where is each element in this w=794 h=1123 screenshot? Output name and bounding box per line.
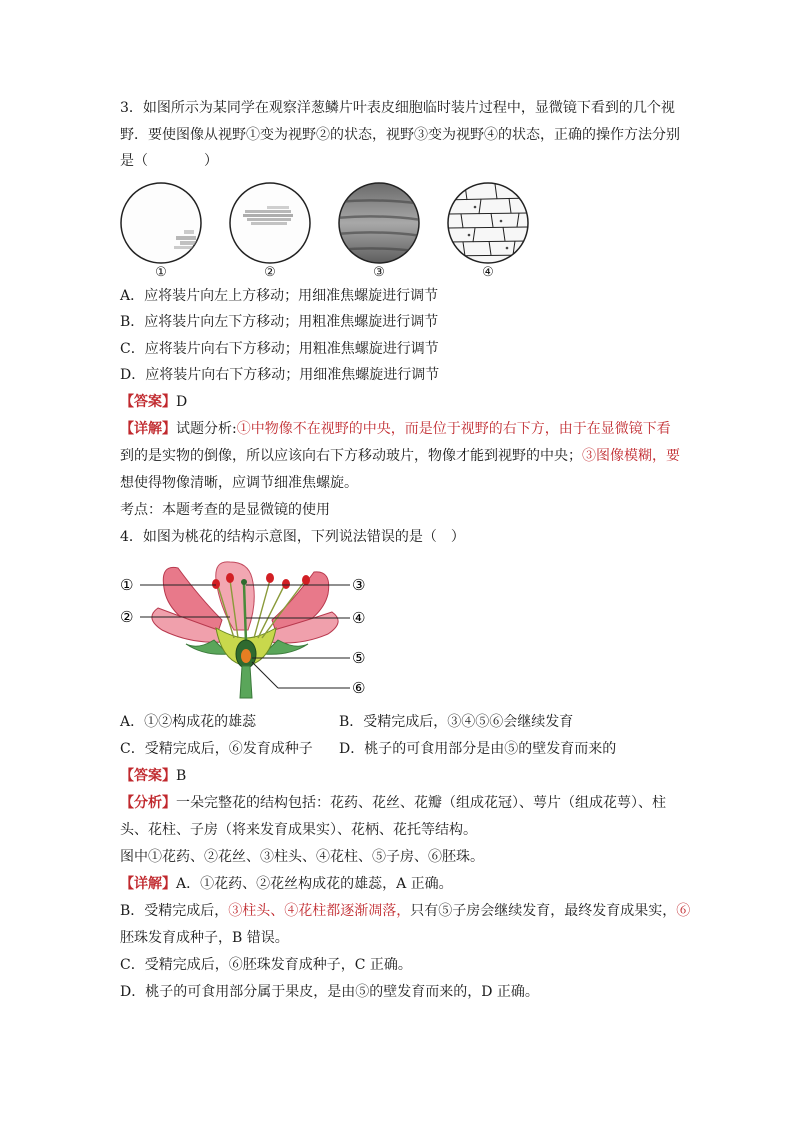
- q4-analysis-tag: 【分析】: [120, 795, 176, 811]
- q3-kaodian: 考点：本题考查的是显微镜的使用: [120, 502, 330, 518]
- q4-detail-b-line2: 胚珠发育成种子，B 错误。: [120, 930, 289, 946]
- field-4-label: ④: [482, 265, 494, 280]
- peach-flower-diagram: [118, 558, 378, 704]
- flower-label-4: ④: [352, 609, 366, 627]
- q3-answer-tag: 【答案】: [120, 394, 176, 410]
- q3-detail-line3: 想使得物像清晰，应调节细准焦螺旋。: [120, 475, 358, 491]
- q4-analysis-text1: 一朵完整花的结构包括：花药、花丝、花瓣（组成花冠）、萼片（组成花萼）、柱: [176, 795, 666, 811]
- q4-detail-b-line1: [120, 901, 690, 921]
- q4-detail-d: D．桃子的可食用部分属于果皮，是由⑤的壁发育而来的，D 正确。: [120, 984, 539, 1000]
- q4-option-c: C．受精完成后，⑥发育成种子: [120, 741, 313, 757]
- q4-detail-b-rest: 只有⑤子房会继续发育，最终发育成果实，: [410, 903, 677, 919]
- q4-answer-value: B: [176, 768, 187, 784]
- flower-label-6: ⑥: [352, 679, 366, 697]
- q3-detail-prefix: 试题分析:: [176, 421, 237, 437]
- q4-detail-c: C．受精完成后，⑥胚珠发育成种子，C 正确。: [120, 957, 412, 973]
- q3-option-a: A．应将装片向左上方移动；用细准焦螺旋进行调节: [120, 288, 439, 304]
- q4-detail-a: [120, 874, 453, 894]
- q3-detail-line2: [120, 446, 680, 466]
- q4-detail-b-black: B．受精完成后，: [120, 903, 229, 919]
- q4-answer: [120, 766, 186, 786]
- q3-stem-line3: 是（ ）: [120, 153, 218, 169]
- q4-detail-tag: 【详解】: [120, 876, 176, 892]
- q3-detail-red1: ①中物像不在视野的中央，而是位于视野的右下方，由于在显微镜下看: [236, 421, 671, 437]
- q4-stem: 4．如图为桃花的结构示意图，下列说法错误的是（ ）: [120, 529, 465, 545]
- q4-detail-b-red: ③柱头、④花柱都逐渐凋落，: [228, 903, 411, 919]
- q4-analysis-line2: 头、花柱、子房（将来发育成果实）、花柄、花托等结构。: [120, 822, 477, 838]
- peach-flower-image: [118, 558, 378, 704]
- q3-detail-tag: 【详解】: [120, 421, 176, 437]
- field-3: [336, 180, 422, 280]
- flower-label-5: ⑤: [352, 649, 366, 667]
- q3-option-b: B．应将装片向左下方移动；用粗准焦螺旋进行调节: [120, 314, 439, 330]
- field-4: [445, 180, 531, 280]
- q3-detail-black2: 到的是实物的倒像，所以应该向右下方移动玻片，物像才能到视野的中央；: [120, 448, 582, 464]
- field-3-label: ③: [373, 265, 385, 280]
- flower-label-2: ②: [120, 608, 134, 626]
- q3-answer: [120, 392, 187, 412]
- q3-detail-line1: [120, 419, 671, 439]
- q4-detail-b-end: ⑥: [676, 903, 691, 919]
- q4-option-a: A．①②构成花的雄蕊: [120, 714, 257, 730]
- q4-answer-tag: 【答案】: [120, 768, 176, 784]
- field-1-image: [118, 180, 204, 266]
- q3-stem-line2: 野．要使图像从视野①变为视野②的状态，视野③变为视野④的状态，正确的操作方法分别: [120, 127, 680, 143]
- q4-option-b: B．受精完成后，③④⑤⑥会继续发育: [339, 714, 574, 730]
- q3-answer-value: D: [176, 394, 188, 410]
- q4-analysis-line1: [120, 793, 666, 813]
- field-3-image: [336, 180, 422, 266]
- field-1-label: ①: [155, 265, 167, 280]
- flower-label-3: ③: [352, 576, 366, 594]
- field-2-label: ②: [264, 265, 276, 280]
- q3-option-c: C．应将装片向右下方移动；用粗准焦螺旋进行调节: [120, 341, 439, 357]
- microscope-fields-figure: [118, 180, 538, 280]
- q3-stem-line1: 3．如图所示为某同学在观察洋葱鳞片叶表皮细胞临时装片过程中，显微镜下看到的几个视: [120, 100, 675, 116]
- field-2: [227, 180, 313, 280]
- field-1: [118, 180, 204, 280]
- field-2-image: [227, 180, 313, 266]
- q4-option-d: D．桃子的可食用部分是由⑤的壁发育而来的: [339, 741, 617, 757]
- q3-detail-red2: ③图像模糊，要: [582, 448, 680, 464]
- q3-option-d: D．应将装片向右下方移动；用细准焦螺旋进行调节: [120, 367, 440, 383]
- field-4-image: [445, 180, 531, 266]
- flower-label-1: ①: [120, 576, 134, 594]
- q4-detail-a-text: A．①花药、②花丝构成花的雄蕊，A 正确。: [176, 876, 453, 892]
- q4-analysis-line3: 图中①花药、②花丝、③柱头、④花柱、⑤子房、⑥胚珠。: [120, 849, 484, 865]
